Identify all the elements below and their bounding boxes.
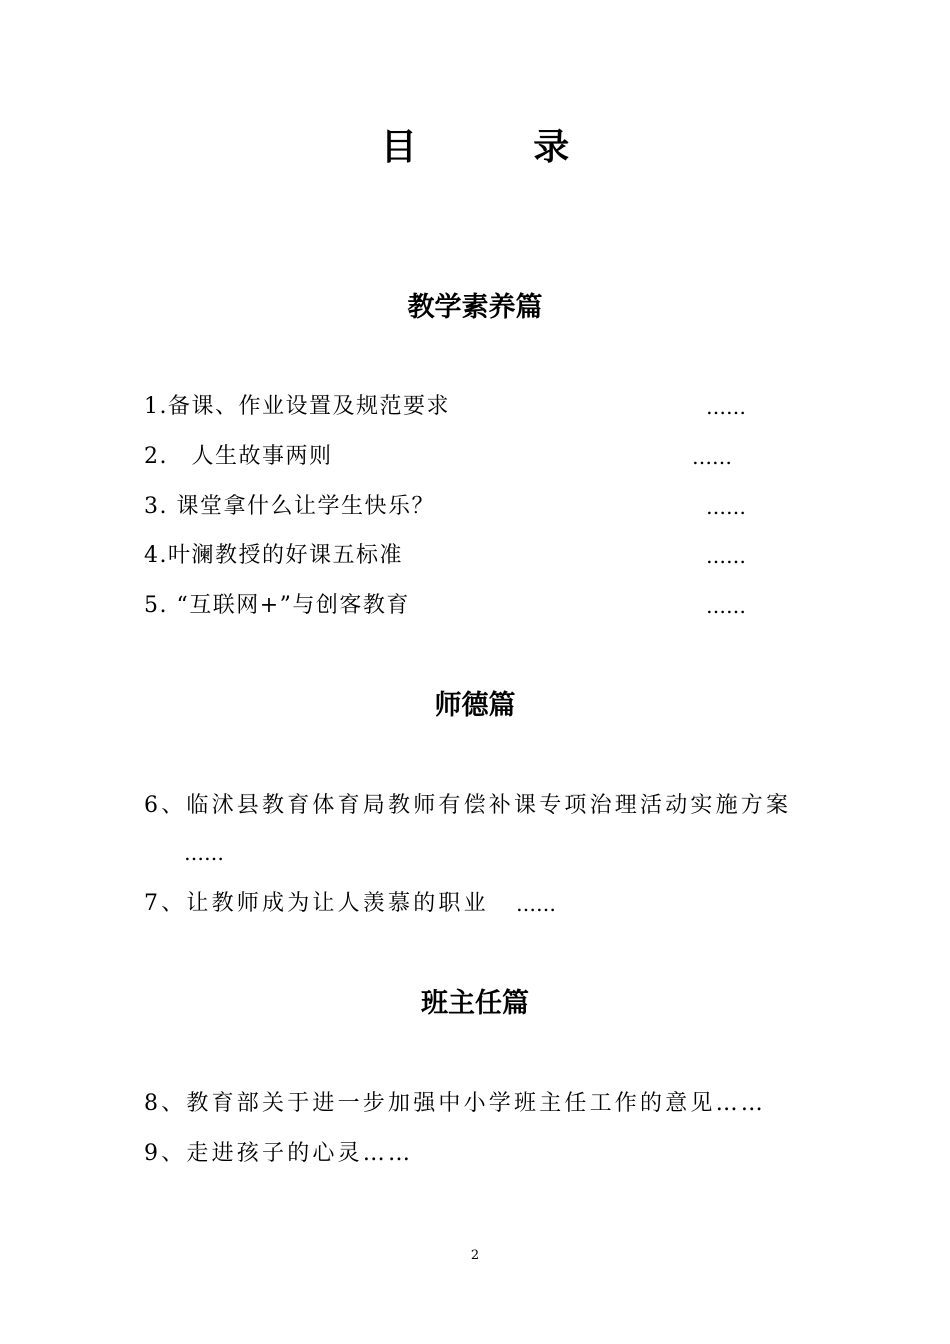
toc-item-2-dots: …… (692, 445, 732, 469)
toc-item-4: 4.叶澜教授的好课五标准 (144, 543, 403, 568)
toc-item-7-dots: …… (516, 892, 556, 916)
toc-item-3: 3. 课堂拿什么让学生快乐？ (144, 494, 435, 519)
toc-item-2: 2. 人生故事两则 (144, 444, 333, 469)
toc-item-5: 5. “互联网+”与创客教育 (144, 593, 410, 618)
section-heading-ethics: 师德篇 (434, 690, 516, 721)
page-number: 2 (470, 1248, 480, 1263)
toc-item-6: 6、临沭县教育体育局教师有偿补课专项治理活动实施方案 (144, 793, 792, 818)
toc-item-8: 8、教育部关于进一步加强中小学班主任工作的意见…… (144, 1091, 766, 1116)
toc-item-1: 1.备课、作业设置及规范要求 (144, 394, 450, 419)
toc-item-4-dots: …… (706, 544, 746, 568)
page-title: 目 录 (380, 126, 622, 168)
toc-item-1-dots: …… (706, 395, 746, 419)
section-heading-teaching: 教学素养篇 (407, 292, 543, 323)
toc-item-7: 7、让教师成为让人羡慕的职业 (144, 891, 489, 916)
toc-item-5-dots: …… (706, 594, 746, 618)
section-heading-class-teacher: 班主任篇 (421, 988, 529, 1019)
toc-item-6-dots: …… (184, 841, 224, 865)
toc-item-3-dots: …… (706, 495, 746, 519)
toc-item-9: 9、走进孩子的心灵…… (144, 1141, 414, 1166)
